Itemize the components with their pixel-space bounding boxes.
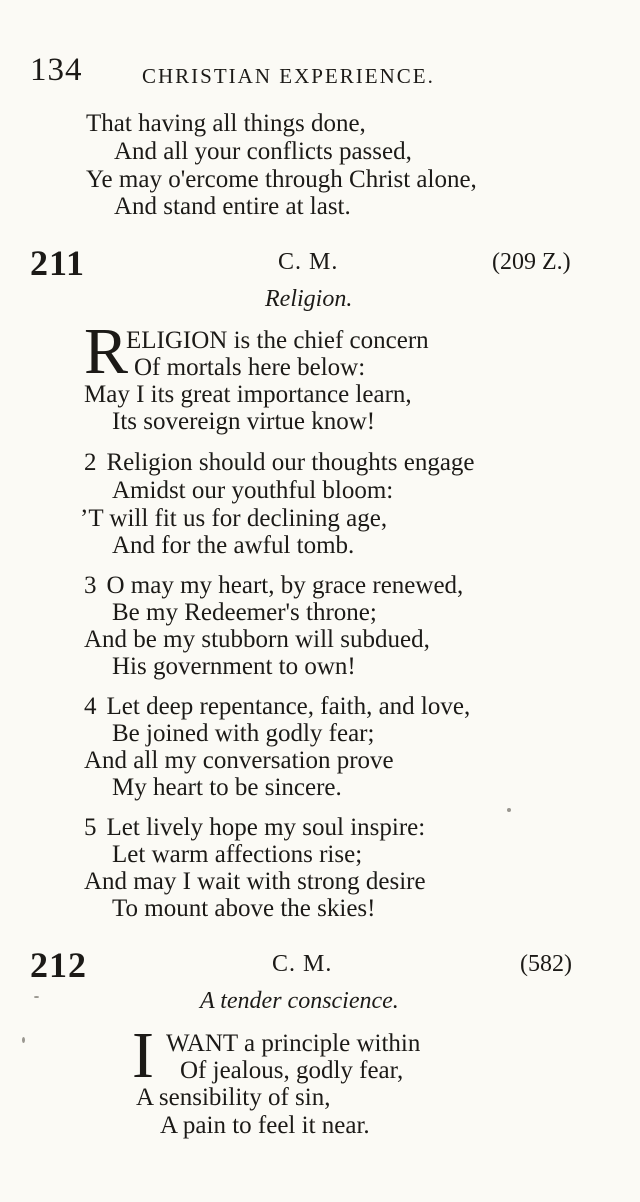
stanza-line: My heart to be sincere. [112, 774, 342, 801]
hymn-number: 211 [30, 243, 86, 283]
verse-first-line [84, 449, 475, 477]
paper-speck [34, 996, 39, 998]
stanza-line: And for the awful tomb. [112, 532, 355, 559]
stanza-line: O may my heart, by grace renewed, [106, 572, 464, 599]
hymn-tune-ref: (582) [520, 951, 572, 977]
stanza-line: ’T will fit us for declining age, [80, 505, 388, 532]
stanza-line: WANT a principle within [166, 1030, 421, 1057]
stanza-line: Its sovereign virtue know! [112, 408, 376, 435]
drop-cap: I [132, 1019, 154, 1092]
stanza-line: Ye may o'ercome through Christ alone, [86, 166, 477, 193]
verse-number: 2 [84, 449, 97, 476]
verse-number: 3 [84, 572, 97, 599]
verse-number: 4 [84, 693, 97, 720]
hymn-title: A tender conscience. [200, 988, 399, 1014]
hymn-title: Religion. [265, 286, 353, 312]
stanza-line: And all your conflicts passed, [114, 138, 412, 165]
drop-cap: R [84, 315, 129, 388]
stanza-line: ELIGION is the chief concern [126, 327, 429, 354]
stanza-line: Amidst our youthful bloom: [112, 477, 394, 504]
stanza-line: Of jealous, godly fear, [180, 1057, 404, 1084]
stanza-line: And all my conversation prove [84, 747, 394, 774]
stanza-line: Of mortals here below: [134, 354, 366, 381]
hymn-meter: C. M. [278, 249, 339, 275]
running-title: CHRISTIAN EXPERIENCE. [142, 64, 435, 88]
stanza-line: Be my Redeemer's throne; [112, 599, 377, 626]
paper-speck [22, 1037, 25, 1043]
stanza-line: Let warm affections rise; [112, 841, 363, 868]
verse-number: 5 [84, 814, 97, 841]
verse-first-line [84, 693, 470, 721]
verse-first-line [84, 814, 425, 842]
stanza-line: A pain to feel it near. [160, 1112, 370, 1139]
paper-speck [507, 808, 511, 812]
verse-first-line [84, 572, 463, 600]
stanza-line: And be my stubborn will subdued, [84, 626, 430, 653]
stanza-line: Let deep repentance, faith, and love, [106, 693, 471, 720]
hymn-meter: C. M. [272, 951, 333, 977]
hymn-number: 212 [30, 945, 87, 985]
stanza-line: And stand entire at last. [114, 193, 351, 220]
stanza-line: To mount above the skies! [112, 895, 376, 922]
stanza-line: Be joined with godly fear; [112, 720, 375, 747]
stanza-line: A sensibility of sin, [136, 1084, 331, 1111]
stanza-line: His government to own! [112, 653, 356, 680]
stanza-line: May I its great importance learn, [84, 381, 412, 408]
stanza-line: Let lively hope my soul inspire: [106, 814, 426, 841]
page-header [30, 52, 500, 96]
hymn-tune-ref: (209 Z.) [492, 249, 571, 275]
stanza-line: That having all things done, [86, 110, 366, 137]
page-number: 134 [30, 52, 83, 88]
stanza-line: Religion should our thoughts engage [106, 449, 475, 476]
stanza-line: And may I wait with strong desire [84, 868, 426, 895]
